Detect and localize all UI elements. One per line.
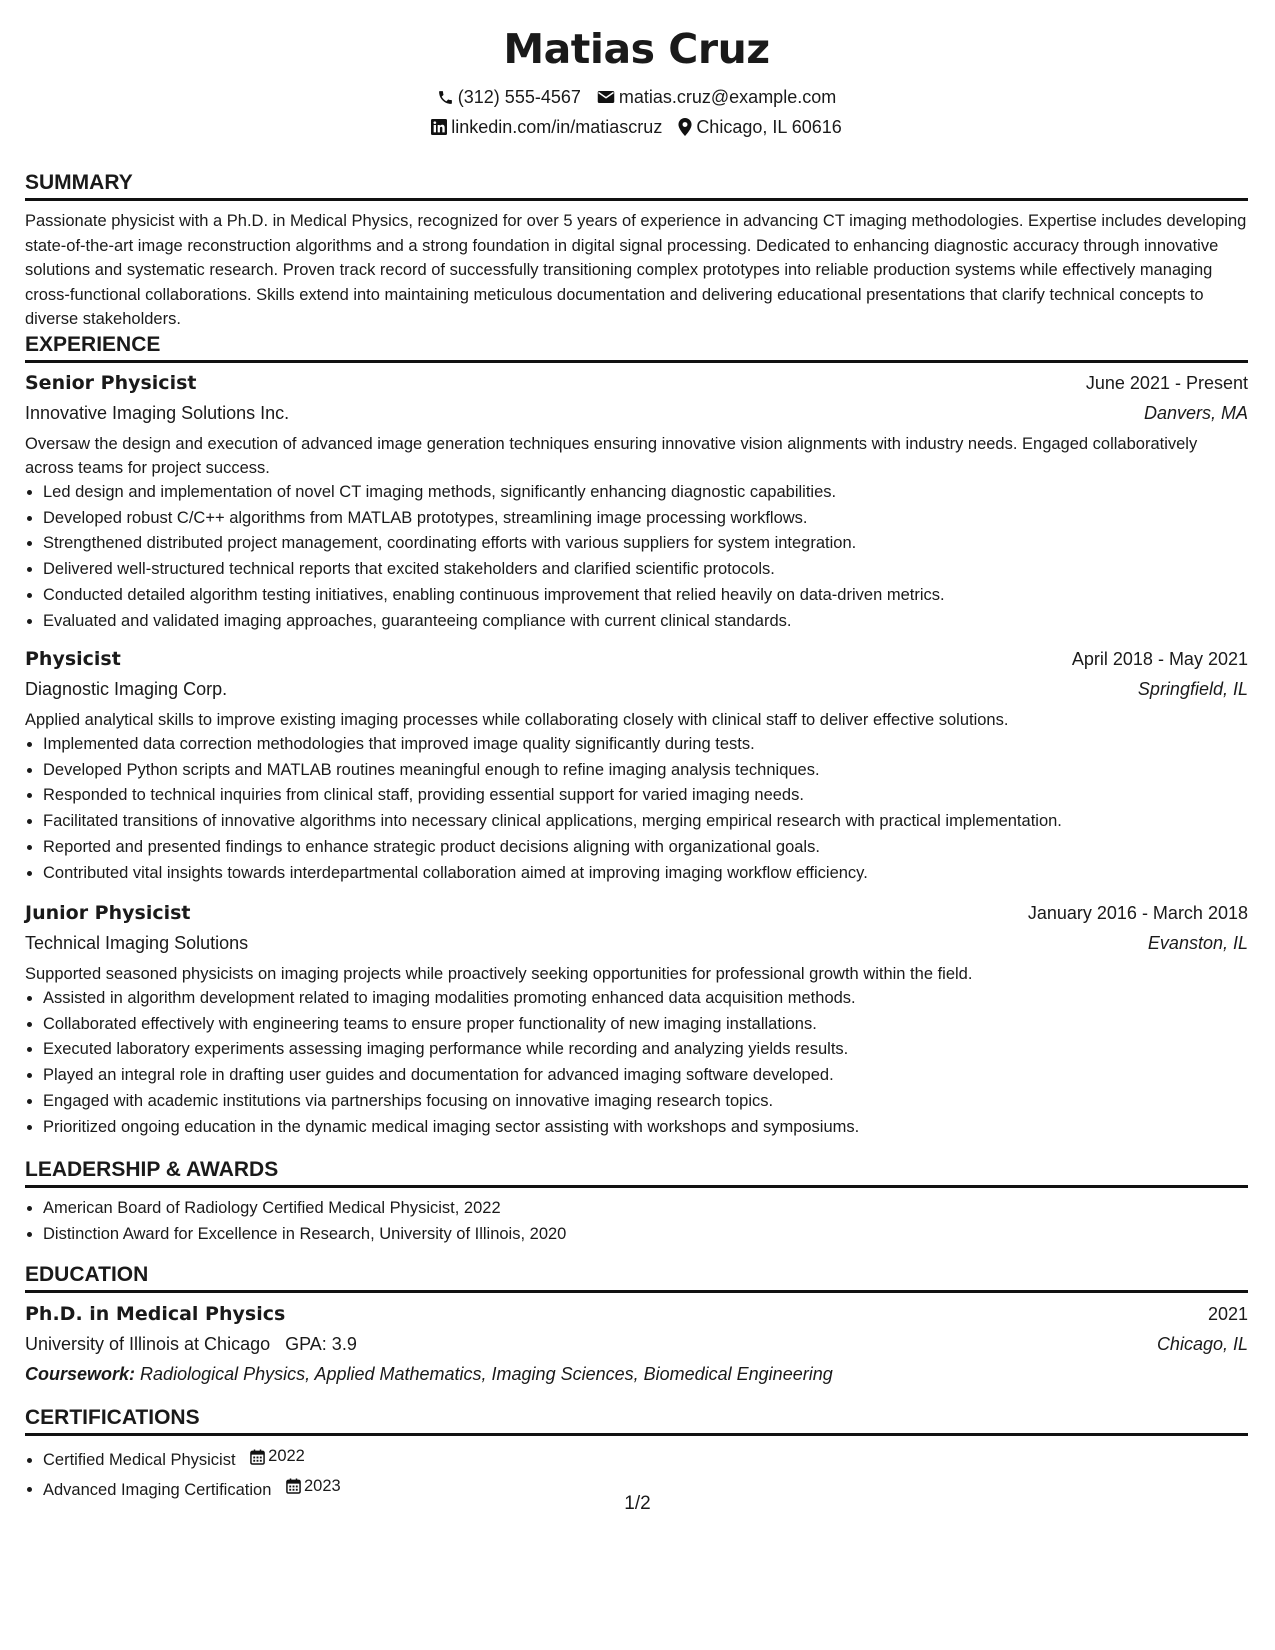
school-location: Chicago, IL xyxy=(1156,1334,1248,1354)
bullet-item: • Developed Python scripts and MATLAB routines meaningful enough to refine imaging analysis techniques. xyxy=(43,758,1248,784)
job-title: Junior Physicist xyxy=(25,902,191,924)
resume-page xyxy=(25,0,1248,1499)
email-link[interactable]: matias.cruz@example.com xyxy=(618,86,837,107)
bullet-item: • Led design and implementation of novel CT imaging methods, significantly enhancing diagnostic capabilities. xyxy=(43,480,1248,506)
job-dates: January 2016 - March 2018 xyxy=(1027,903,1248,923)
coursework-label: Coursework: xyxy=(25,1364,136,1384)
contact-row-2 xyxy=(25,112,1248,142)
bullet-item: • Collaborated effectively with engineering teams to ensure proper functionality of new imaging installations. xyxy=(43,1012,1248,1038)
bullet-item: • Delivered well-structured technical reports that excited stakeholders and clarified scientific protocols. xyxy=(43,557,1248,583)
degree-year: 2021 xyxy=(1207,1304,1248,1324)
page-number: 1/2 xyxy=(624,1493,651,1514)
calendar-icon xyxy=(250,1449,265,1465)
certification-date xyxy=(250,1444,305,1470)
job-company: Innovative Imaging Solutions Inc. xyxy=(25,403,290,423)
degree-title: Ph.D. in Medical Physics xyxy=(25,1303,286,1325)
bullet-item: • Developed robust C/C++ algorithms from MATLAB prototypes, streamlining image processing workflows. xyxy=(43,506,1248,532)
job-company: Technical Imaging Solutions xyxy=(25,933,249,953)
school-name: University of Illinois at Chicago xyxy=(25,1334,271,1354)
job-company: Diagnostic Imaging Corp. xyxy=(25,679,228,699)
location-text: Chicago, IL 60616 xyxy=(696,116,842,137)
linkedin-link[interactable]: linkedin.com/in/matiascruz xyxy=(451,116,663,137)
coursework xyxy=(25,1359,1248,1389)
leadership-list xyxy=(25,1196,1248,1247)
job-title: Physicist xyxy=(25,648,121,670)
certifications-section xyxy=(25,1405,1248,1503)
summary-section xyxy=(25,170,1248,332)
summary-heading: SUMMARY xyxy=(25,170,1248,201)
phone-icon xyxy=(437,89,454,106)
contact-email[interactable] xyxy=(597,87,836,108)
certification-year: 2023 xyxy=(303,1476,341,1495)
bullet-item: • Prioritized ongoing education in the dynamic medical imaging sector assisting with workshops and symposiums. xyxy=(43,1115,1248,1141)
certification-item xyxy=(43,1444,1248,1474)
candidate-name: Matias Cruz xyxy=(503,25,770,73)
leadership-heading: LEADERSHIP & AWARDS xyxy=(25,1157,1248,1188)
bullet-item: • Executed laboratory experiments assessing imaging performance while recording and analyzing yields results. xyxy=(43,1037,1248,1063)
bullet-item: • Conducted detailed algorithm testing initiatives, enabling continuous improvement that relied heavily on data-driven metrics. xyxy=(43,583,1248,609)
job-dates: April 2018 - May 2021 xyxy=(1071,649,1248,669)
contact-row-1 xyxy=(25,82,1248,112)
bullet-item: • Strengthened distributed project management, coordinating efforts with various suppliers for system integration. xyxy=(43,531,1248,557)
phone-text: (312) 555-4567 xyxy=(457,86,581,107)
job-description: Oversaw the design and execution of advanced image generation techniques ensuring innovative vision alignments with industry needs. Engaged collaboratively across teams for project success. xyxy=(25,435,1198,477)
envelope-icon xyxy=(597,89,615,105)
experience-heading: EXPERIENCE xyxy=(25,332,1248,363)
job-bullets xyxy=(25,480,1248,634)
bullet-item: • Evaluated and validated imaging approaches, guaranteeing compliance with current clinical standards. xyxy=(43,609,1248,635)
job-bullets xyxy=(25,986,1248,1140)
certification-name: Advanced Imaging Certification xyxy=(43,1480,272,1499)
bullet-item: • Implemented data correction methodologies that improved image quality significantly during tests. xyxy=(43,732,1248,758)
bullet-item: • Engaged with academic institutions via partnerships focusing on innovative imaging research topics. xyxy=(43,1089,1248,1115)
experience-section xyxy=(25,332,1248,371)
contact-linkedin[interactable] xyxy=(431,117,662,138)
job-location: Danvers, MA xyxy=(1143,403,1248,423)
award-item: • Distinction Award for Excellence in Research, University of Illinois, 2020 xyxy=(43,1222,1248,1248)
bullet-item: • Assisted in algorithm development related to imaging modalities promoting enhanced data acquisition methods. xyxy=(43,986,1248,1012)
certifications-heading: CERTIFICATIONS xyxy=(25,1405,1248,1436)
coursework-list: Radiological Physics, Applied Mathematics, Imaging Sciences, Biomedical Engineering xyxy=(140,1364,833,1384)
award-item: • American Board of Radiology Certified Medical Physicist, 2022 xyxy=(43,1196,1248,1222)
bullet-item: • Reported and presented findings to enhance strategic product decisions aligning with organizational goals. xyxy=(43,835,1248,861)
job-location: Evanston, IL xyxy=(1147,933,1248,953)
bullet-item: • Responded to technical inquiries from clinical staff, providing essential support for varied imaging needs. xyxy=(43,783,1248,809)
gpa: GPA: 3.9 xyxy=(285,1334,357,1354)
job-description: Applied analytical skills to improve existing imaging processes while collaborating closely with clinical staff to deliver effective solutions. xyxy=(25,711,1009,729)
job-description: Supported seasoned physicists on imaging projects while proactively seeking opportunities for professional growth within the field. xyxy=(25,965,973,983)
job-title: Senior Physicist xyxy=(25,372,197,394)
job-entry xyxy=(25,644,1248,886)
school-info xyxy=(25,1329,357,1359)
contact-location xyxy=(678,117,841,138)
calendar-icon xyxy=(286,1478,301,1494)
job-entry xyxy=(25,898,1248,1140)
job-entry xyxy=(25,368,1248,634)
job-dates: June 2021 - Present xyxy=(1085,373,1248,393)
summary-text: Passionate physicist with a Ph.D. in Medical Physics, recognized for over 5 years of experience in advancing CT imaging methodologies. Expertise includes developing state-of-the-art image reconstruction algorithms and a strong foundation in digital signal processing. Dedicated to enhancing diagnostic accuracy through innovative solutions and systematic research. Proven track record of successfully transitioning complex prototypes into reliable production systems while effectively managing cross-functional collaborations. Skills extend into maintaining meticulous documentation and delivering educational presentations that clarify technical concepts to diverse stakeholders. xyxy=(25,212,1247,328)
linkedin-icon xyxy=(431,119,447,135)
job-bullets xyxy=(25,732,1248,886)
leadership-section xyxy=(25,1157,1248,1247)
map-pin-icon xyxy=(678,118,692,136)
contact-phone xyxy=(437,87,581,108)
certification-name: Certified Medical Physicist xyxy=(43,1450,236,1469)
education-heading: EDUCATION xyxy=(25,1262,1248,1293)
bullet-item: • Facilitated transitions of innovative algorithms into necessary clinical applications, merging empirical research with practical implementation. xyxy=(43,809,1248,835)
education-section xyxy=(25,1262,1248,1389)
job-location: Springfield, IL xyxy=(1137,679,1248,699)
bullet-item: • Played an integral role in drafting user guides and documentation for advanced imaging software developed. xyxy=(43,1063,1248,1089)
bullet-item: • Contributed vital insights towards interdepartmental collaboration aimed at improving imaging workflow efficiency. xyxy=(43,861,1248,887)
certification-year: 2022 xyxy=(268,1447,305,1465)
